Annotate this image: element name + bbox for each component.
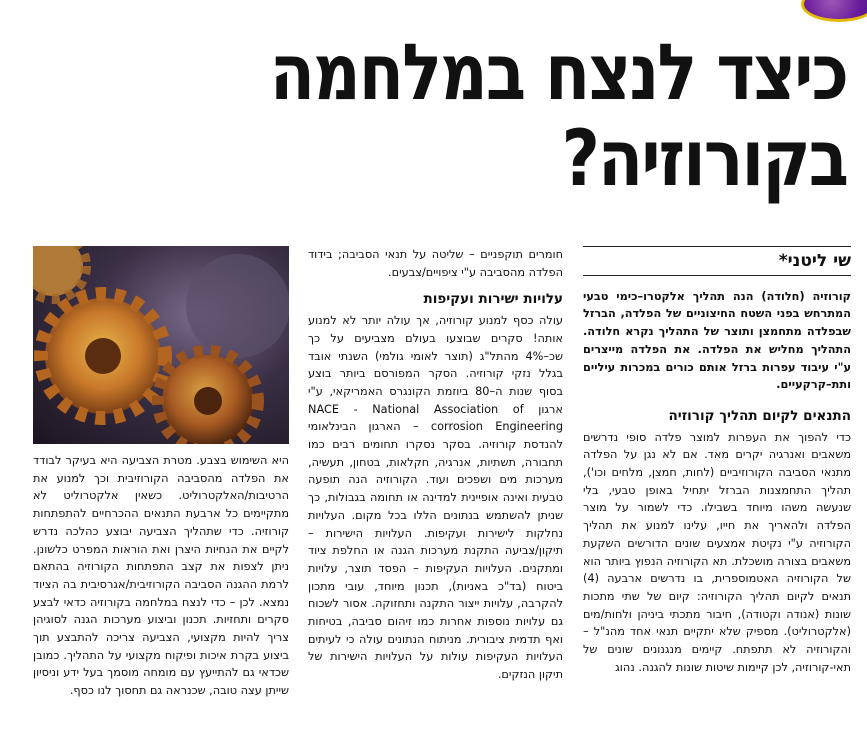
body-paragraph-painting: היא השימוש בצבע. מטרת הצביעה היא בעיקר לבודד את הפלדה מהסביבה הקורוזיבית וכך למנוע את הרטיבות/האלקטרוליט. כשאין אלקטרוליט לא מתקיימים כל ארבעת התנאים ההכרחיים להתפתחות קורוזיה. כדי שתהליך הצביעה יבוצע כהלכה נדרש לקיים את הנחיות היצרן ואת הוראות המפרט כלשונן. ניתן לצפות את קצב התפתחות הקורוזיה בהתאם לרמת ההגנה הסביבה הקורוזיבית/אגרסיבית בה הציוד נמצא. לכן – כדי לנצח במלחמה בקורוזיה כדאי לבצע סקרים ותחזיות. תכנון וביצוע מערכות הגנה לסוגיהן צריך להיות מקצועי, הצביעה צריכה להתבצע תוך ביצוע בקרת איכות ופיקוח מקצועי על התהליך. כמובן שכדאי גם להתייעץ עם מומחה מוסמך בעל ידע וניסיון שייתן עצה טובה, שכנראה גם תחסוך לנו כסף.	[33, 454, 289, 698]
body-paragraph-costs: עולה כסף למנוע קורוזיה, אך עולה יותר לא למנוע אותה! סקרים שבוצעו בעולם מצביעים על כך שכ–4% מהתל"ג (תוצר לאומי גולמי) השנתי אובד בגלל נזקי קורוזיה. הסקר המפורסם ביותר בוצע בסוף שנות ה–80 ביוזמת הקונגרס האמריקאי, ע"י ארגון NACE - National Association of corrosion Engineering – הארגון הבינלאומי להנדסת קורוזיה. בסקר נסקרו תחומים רבים כמו תחבורה, תשתיות, אנרגיה, חקלאות, בטחון, תעשיה, מערכות מים ושפכים ועוד. הקורוזיה הנה תופעה טבעית ואינה אופיינית למדינה או תחומה בגבולות, כך שניתן להשתמש בנתונים הללו בכל מקום. העלויות נחלקות לישירות ועקיפות. העלויות הישירות – תיקון/צביעה התקנת מערכות הגנה או החלפת ציוד ומתקנים. העלויות העקיפות – הפסד תוצר, עלויות ביטוח (בד"כ באניות), תכנון מיוחד, עובי מתכון להקרבה, עלויות ייצור התקנה ותחזוקה. אסור לשכוח גם עלויות נוספות אחרות כמו זיהום סביבה, בטיחות ואף תדמית ציבורית. מניתוח הנתונים עולה כי לעיתים העלויות העקיפות עולות על העלויות הישירות של תיקון הנזקים.	[308, 314, 563, 682]
body-paragraph-continuation: חומרים תוקפניים – שליטה על תנאי הסביבה; בידוד הפלדה מהסביבה ע"י ציפויים/צבעים.	[308, 248, 563, 279]
headline-line-1: כיצד לנצח במלחמה	[269, 26, 847, 118]
section-heading-conditions: התנאים לקיום תהליך קורוזיה	[668, 407, 851, 424]
body-paragraph-conditions: כדי להפוך את העפרות למוצר פלדה סופי נדרשים משאבים ואנרגיה יקרים מאד. אם לא נגן על הפלדה מתנאי הסביבה הקורוזיביים (לחות, חמצן, מלחים וכו'), תהליך התחמצנות הברזל יתחיל באופן טבעי, בלי שנעשה משהו מיוחד בשבילו. כדי לשמור על מוצר הפלדה ולהאריך את חייו, עלינו למנוע את תהליך הקורוזיה ע"י נקיטת אמצעים שונים הדורשים השקעת משאבים בצורה מושכלת. תא הקורוזיה הנפוץ ביותר הוא של הקורוזיה האטמוספרית, בו נדרשים ארבעה (4) תנאים לקיום תהליך הקורוזיה: קיום של שתי מתכות שונות (אנודה וקטודה), חיבור מתכתי ביניהן ולחות/מים (אלקטרוליט). מספיק שלא יתקיים תנאי אחד מהנ"ל – והקורוזיה לא תתפתח. קיימים מנגנונים שונים של תאי-קורוזיה, לכן קיימות שיטות שונות להגנה. נהוג	[583, 430, 851, 674]
rusty-gears-photo	[33, 246, 289, 444]
author-byline: שי ליטני*	[583, 246, 851, 276]
corner-decoration	[801, 0, 867, 22]
gears-illustration-icon	[33, 246, 289, 444]
article-column-right	[583, 246, 851, 676]
article-column-left	[33, 452, 289, 700]
lead-paragraph: קורוזיה (חלודה) הנה תהליך אלקטרו–כימי טבעי המתרחש בפני השטח החיצוניים של הפלדה, הברזל שבפלדה מתחמצן ותוצר של התהליך נקרא חלודה. התהליך מחליש את הפלדה. את הפלדה מייצרים ע"י עיבוד עפרות ברזל אותם כורים במכרות עיליים ותת–קרקעיים.	[583, 289, 851, 392]
section-heading-costs: עלויות ישירות ועקיפות	[423, 291, 563, 308]
article-column-middle	[308, 246, 563, 684]
headline-line-2: בקורוזיה?	[561, 112, 847, 204]
